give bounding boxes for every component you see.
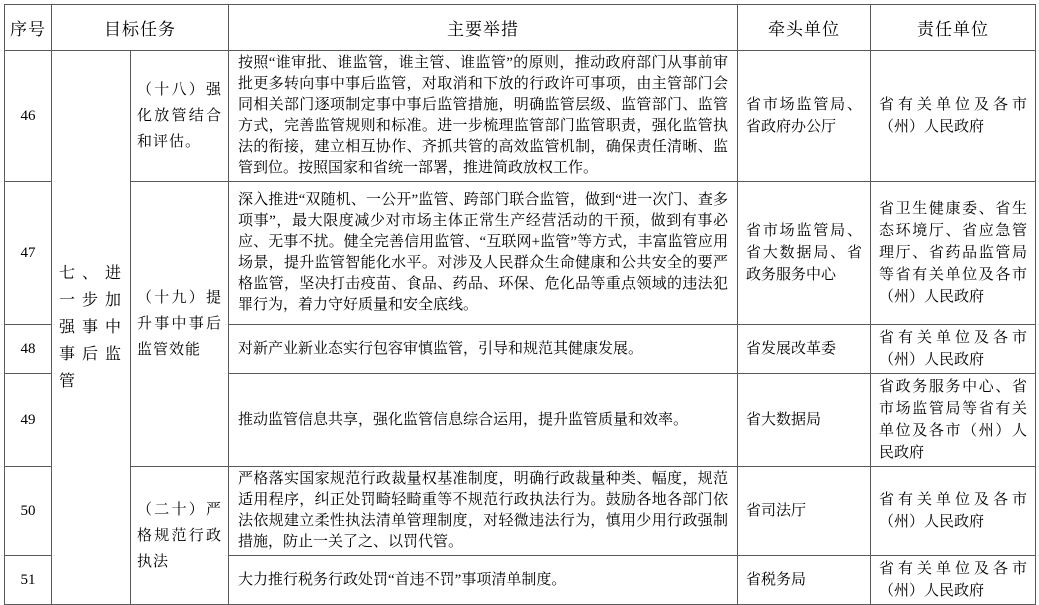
measure-cell: 严格落实国家规范行政裁量权基准制度，明确行政裁量种类、幅度，规范适用程序，纠正处罚畸轻畸重等不规范行政执法行为。鼓励各地各部门依法依规建立柔性执法清单管理制度，对轻微违法行为，慎用少用行政强制措施，防止一关了之、以罚代管。 bbox=[229, 467, 738, 556]
table-row bbox=[5, 467, 1036, 556]
lead-unit-cell: 省发展改革委 bbox=[738, 325, 871, 374]
table-row bbox=[5, 182, 1036, 325]
header-row bbox=[5, 5, 1036, 51]
lead-unit-cell: 省司法厅 bbox=[738, 467, 871, 556]
header-task: 目标任务 bbox=[52, 5, 229, 51]
measure-cell: 深入推进“双随机、一公开”监管、跨部门联合监管，做到“进一次门、查多项事”，最大限度减少对市场主体正常生产经营活动的干预，做到有事必应、无事不扰。健全完善信用监管、“互联网+监管”等方式，丰富监管应用场景，提升监管智能化水平。对涉及人民群众生命健康和公共安全的要严格监管，坚决打击疫苗、食品、药品、环保、危化品等重点领域的违法犯罪行为，着力守好质量和安全底线。 bbox=[229, 182, 738, 325]
responsible-unit-cell: 省卫生健康委、省生态环境厅、省应急管理厅、省药品监管局等省有关单位及各市（州）人民政府 bbox=[871, 182, 1036, 325]
row-no: 50 bbox=[5, 467, 52, 556]
task-measures-table bbox=[4, 4, 1036, 605]
responsible-unit-cell: 省有关单位及各市（州）人民政府 bbox=[871, 556, 1036, 605]
lead-unit-cell: 省市场监管局、省政府办公厅 bbox=[738, 51, 871, 182]
responsible-unit-cell: 省有关单位及各市（州）人民政府 bbox=[871, 325, 1036, 374]
table-row bbox=[5, 51, 1036, 182]
responsible-unit-cell: 省有关单位及各市（州）人民政府 bbox=[871, 467, 1036, 556]
task-cell: （十九）提升事中事后监管效能 bbox=[131, 182, 229, 467]
task-cell: （十八）强化放管结合和评估。 bbox=[131, 51, 229, 182]
measure-cell: 大力推行税务行政处罚“首违不罚”事项清单制度。 bbox=[229, 556, 738, 605]
row-no: 46 bbox=[5, 51, 52, 182]
lead-unit-cell: 省税务局 bbox=[738, 556, 871, 605]
row-no: 49 bbox=[5, 374, 52, 467]
section-cell: 七、进一步加强事中事后监管 bbox=[52, 51, 131, 605]
responsible-unit-cell: 省政务服务中心、省市场监管局等省有关单位及各市（州）人民政府 bbox=[871, 374, 1036, 467]
measure-cell: 推动监管信息共享，强化监管信息综合运用，提升监管质量和效率。 bbox=[229, 374, 738, 467]
measure-cell: 对新产业新业态实行包容审慎监管，引导和规范其健康发展。 bbox=[229, 325, 738, 374]
measure-cell: 按照“谁审批、谁监管，谁主管、谁监管”的原则，推动政府部门从事前审批更多转向事中事后监管，对取消和下放的行政许可事项，由主管部门会同相关部门逐项制定事中事后监管措施，明确监管层级、监管部门、监管方式，完善监管规则和标准。进一步梳理监管部门监管职责，强化监管执法的衔接，建立相互协作、齐抓共管的高效监管机制，确保责任清晰、监管到位。按照国家和省统一部署，推进简政放权工作。 bbox=[229, 51, 738, 182]
row-no: 51 bbox=[5, 556, 52, 605]
lead-unit-cell: 省大数据局 bbox=[738, 374, 871, 467]
row-no: 48 bbox=[5, 325, 52, 374]
row-no: 47 bbox=[5, 182, 52, 325]
responsible-unit-cell: 省有关单位及各市（州）人民政府 bbox=[871, 51, 1036, 182]
task-cell: （二十）严格规范行政执法 bbox=[131, 467, 229, 605]
header-responsible-unit: 责任单位 bbox=[871, 5, 1036, 51]
header-lead-unit: 牵头单位 bbox=[738, 5, 871, 51]
header-measures: 主要举措 bbox=[229, 5, 738, 51]
header-no: 序号 bbox=[5, 5, 52, 51]
lead-unit-cell: 省市场监管局、省大数据局、省政务服务中心 bbox=[738, 182, 871, 325]
